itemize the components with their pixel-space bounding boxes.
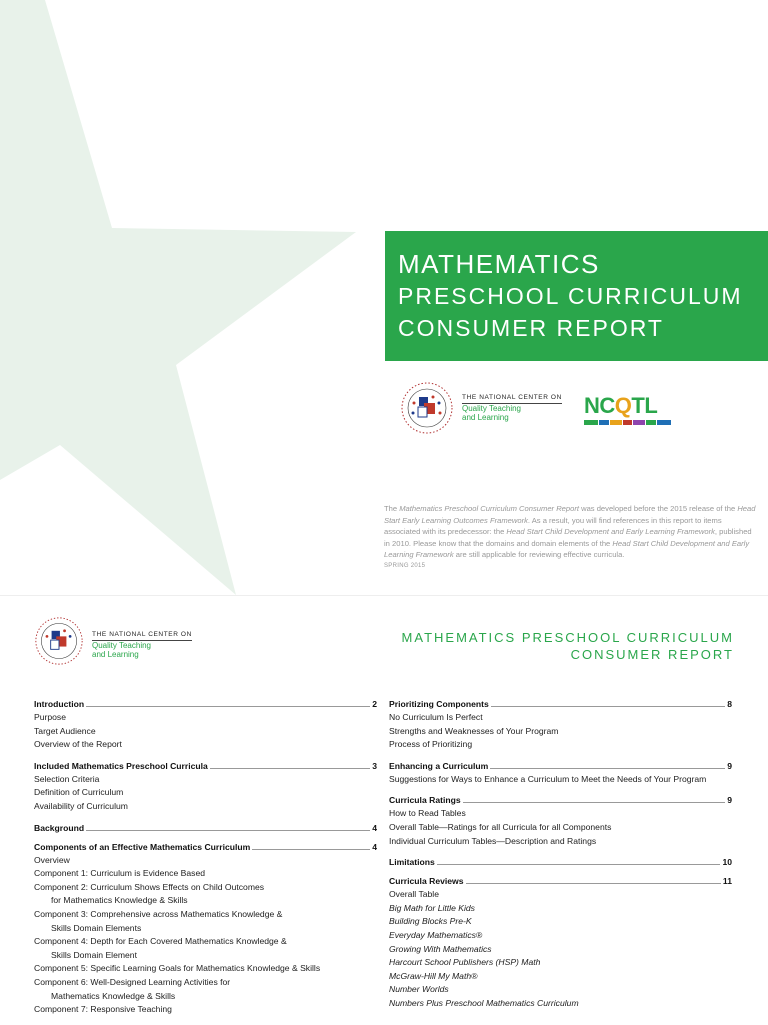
- logo-and-learning: and Learning: [92, 650, 139, 659]
- head-start-seal-icon: [34, 616, 84, 666]
- toc-item[interactable]: Harcourt School Publishers (HSP) Math: [389, 957, 541, 968]
- toc-leader-line: [466, 882, 721, 884]
- cover-title-line1: MATHEMATICS: [398, 249, 600, 279]
- toc-section: [389, 855, 732, 867]
- toc-item[interactable]: Overview of the Report: [34, 739, 122, 750]
- toc-section-title: Curricula Ratings: [389, 795, 461, 806]
- toc-item[interactable]: Growing With Mathematics: [389, 943, 492, 954]
- logo-quality-teaching: Quality Teaching: [92, 641, 151, 650]
- toc-section-heading[interactable]: [389, 759, 732, 771]
- toc-leader-line: [86, 829, 370, 831]
- cover-title-box: [385, 231, 768, 361]
- toc-page-number: 9: [727, 760, 732, 771]
- ncqtl-logo: [584, 393, 671, 425]
- toc-section-title: Curricula Reviews: [389, 876, 464, 887]
- toc-section: [34, 840, 377, 1017]
- toc-page: [0, 595, 768, 1025]
- toc-item[interactable]: Strengths and Weaknesses of Your Program: [389, 725, 559, 736]
- toc-item[interactable]: Number Worlds: [389, 984, 449, 995]
- toc-item[interactable]: Overall Table: [389, 889, 439, 900]
- toc-item[interactable]: Everyday Mathematics®: [389, 929, 483, 940]
- toc-section-title: Enhancing a Curriculum: [389, 760, 489, 771]
- toc-item[interactable]: Component 6: Well-Designed Learning Activities for: [34, 976, 231, 987]
- cover-title-line2: PRESCHOOL CURRICULUM: [398, 283, 743, 309]
- toc-page-number: 4: [372, 822, 377, 833]
- toc-left-column: [34, 697, 377, 1024]
- toc-section: [34, 821, 377, 833]
- toc-section-title: Components of an Effective Mathematics Curriculum: [34, 841, 251, 852]
- release-season: SPRING 2015: [384, 562, 426, 569]
- toc-item[interactable]: Skills Domain Element: [51, 949, 137, 960]
- toc-section: [389, 759, 732, 787]
- toc-item[interactable]: Component 5: Specific Learning Goals for Mathematics Knowledge & Skills: [34, 963, 321, 974]
- toc-org-logo-text: [92, 630, 192, 659]
- head-start-seal-icon: [400, 381, 454, 435]
- toc-item[interactable]: Selection Criteria: [34, 773, 100, 784]
- toc-section-title: Limitations: [389, 857, 435, 868]
- toc-leader-line: [490, 767, 725, 769]
- disclaimer-text: are still applicable for reviewing effective curricula.: [453, 550, 625, 559]
- toc-section-heading[interactable]: [389, 855, 732, 867]
- disclaimer-italic: Mathematics Preschool Curriculum Consumer Report: [399, 504, 579, 513]
- toc-item[interactable]: Big Math for Little Kids: [389, 902, 475, 913]
- disclaimer-italic: Head Start Early Learning Outcomes Framework: [384, 504, 756, 525]
- toc-title-line2: CONSUMER REPORT: [570, 647, 734, 662]
- toc-right-column: [389, 697, 732, 1018]
- toc-section: [389, 697, 732, 752]
- toc-item[interactable]: Purpose: [34, 712, 67, 722]
- toc-section-heading[interactable]: [389, 874, 732, 886]
- logo-national-center: THE NATIONAL CENTER ON: [92, 630, 192, 641]
- toc-section-heading[interactable]: [389, 697, 732, 709]
- toc-item[interactable]: Numbers Plus Preschool Mathematics Curriculum: [389, 997, 579, 1008]
- toc-section-title: Prioritizing Components: [389, 699, 489, 709]
- toc-item[interactable]: Skills Domain Elements: [51, 922, 142, 933]
- toc-item[interactable]: McGraw-Hill My Math®: [389, 970, 478, 981]
- toc-section: [389, 874, 732, 1010]
- toc-page-number: 3: [372, 760, 377, 771]
- disclaimer-italic: Head Start Child Development and Early Learning Framework: [506, 527, 715, 536]
- toc-page-number: 10: [722, 857, 732, 868]
- toc-leader-line: [86, 705, 370, 707]
- toc-item[interactable]: Component 3: Comprehensive across Mathematics Knowledge &: [34, 908, 283, 919]
- toc-item[interactable]: Component 4: Depth for Each Covered Mathematics Knowledge &: [34, 936, 287, 947]
- toc-report-title: [402, 629, 734, 663]
- toc-section-title: Introduction: [34, 699, 85, 709]
- toc-section-heading[interactable]: [34, 840, 377, 852]
- disclaimer-italic: Head Start Child Development and Early Learning Framework: [384, 538, 750, 559]
- toc-title-line1: MATHEMATICS PRESCHOOL CURRICULUM: [401, 630, 734, 645]
- disclaimer-text: The: [384, 504, 400, 513]
- release-disclaimer: [384, 503, 756, 572]
- toc-item[interactable]: for Mathematics Knowledge & Skills: [51, 895, 188, 906]
- toc-item[interactable]: Mathematics Knowledge & Skills: [51, 990, 176, 1001]
- ncqtl-org-logo-text: [462, 393, 562, 422]
- toc-item[interactable]: Overview: [34, 854, 70, 865]
- toc-page-number: 9: [727, 795, 732, 806]
- star-graphic: [0, 0, 360, 595]
- ncqtl-color-bars: [584, 420, 671, 425]
- toc-page-number: 8: [727, 699, 732, 709]
- toc-section-heading[interactable]: [34, 759, 377, 771]
- disclaimer-text: was developed before the 2015 release of the: [578, 504, 738, 513]
- logo-quality-teaching: Quality Teaching: [462, 404, 521, 413]
- toc-item[interactable]: Process of Prioritizing: [389, 739, 473, 750]
- toc-section-heading[interactable]: [34, 697, 377, 709]
- toc-leader-line: [210, 767, 370, 769]
- toc-item[interactable]: Definition of Curriculum: [34, 787, 124, 798]
- toc-section-heading[interactable]: [389, 793, 732, 805]
- toc-item[interactable]: Availability of Curriculum: [34, 800, 128, 811]
- disclaimer-text: . As a result, you will find references in this report to items associated with its predecessor: the: [384, 515, 722, 536]
- toc-section-title: Background: [34, 822, 85, 833]
- toc-page-number: 4: [372, 841, 377, 852]
- toc-leader-line: [491, 705, 725, 707]
- toc-page-number: 2: [372, 699, 377, 709]
- disclaimer-text: , published in 2010. Please know that the domains and domain elements of the: [384, 527, 752, 548]
- cover-title-line3: CONSUMER REPORT: [398, 315, 664, 341]
- logo-and-learning: and Learning: [462, 413, 509, 422]
- toc-section-title: Included Mathematics Preschool Curricula: [34, 760, 208, 771]
- toc-leader-line: [252, 848, 370, 850]
- toc-section-heading[interactable]: [34, 821, 377, 833]
- toc-leader-line: [463, 801, 726, 803]
- toc-section: [389, 793, 732, 848]
- toc-item[interactable]: Building Blocks Pre-K: [389, 916, 472, 927]
- toc-item[interactable]: Component 2: Curriculum Shows Effects on Child Outcomes: [34, 881, 265, 892]
- toc-item[interactable]: Individual Curriculum Tables—Description and Ratings: [389, 835, 597, 846]
- ncqtl-wordmark: NCQTL: [584, 393, 658, 418]
- toc-item[interactable]: Suggestions for Ways to Enhance a Curriculum to Meet the Needs of Your Program: [389, 773, 707, 784]
- toc-item[interactable]: No Curriculum Is Perfect: [389, 712, 483, 722]
- toc-leader-line: [437, 863, 721, 865]
- toc-section: [34, 697, 377, 752]
- toc-page-number: 11: [722, 876, 732, 887]
- logo-national-center: THE NATIONAL CENTER ON: [462, 393, 562, 404]
- toc-section: [34, 759, 377, 814]
- toc-item[interactable]: Component 1: Curriculum is Evidence Based: [34, 868, 206, 879]
- toc-item[interactable]: How to Read Tables: [389, 808, 466, 819]
- toc-item[interactable]: Target Audience: [34, 725, 96, 736]
- toc-item[interactable]: Overall Table—Ratings for all Curricula for all Components: [389, 821, 612, 832]
- toc-item[interactable]: Component 7: Responsive Teaching: [34, 1004, 172, 1015]
